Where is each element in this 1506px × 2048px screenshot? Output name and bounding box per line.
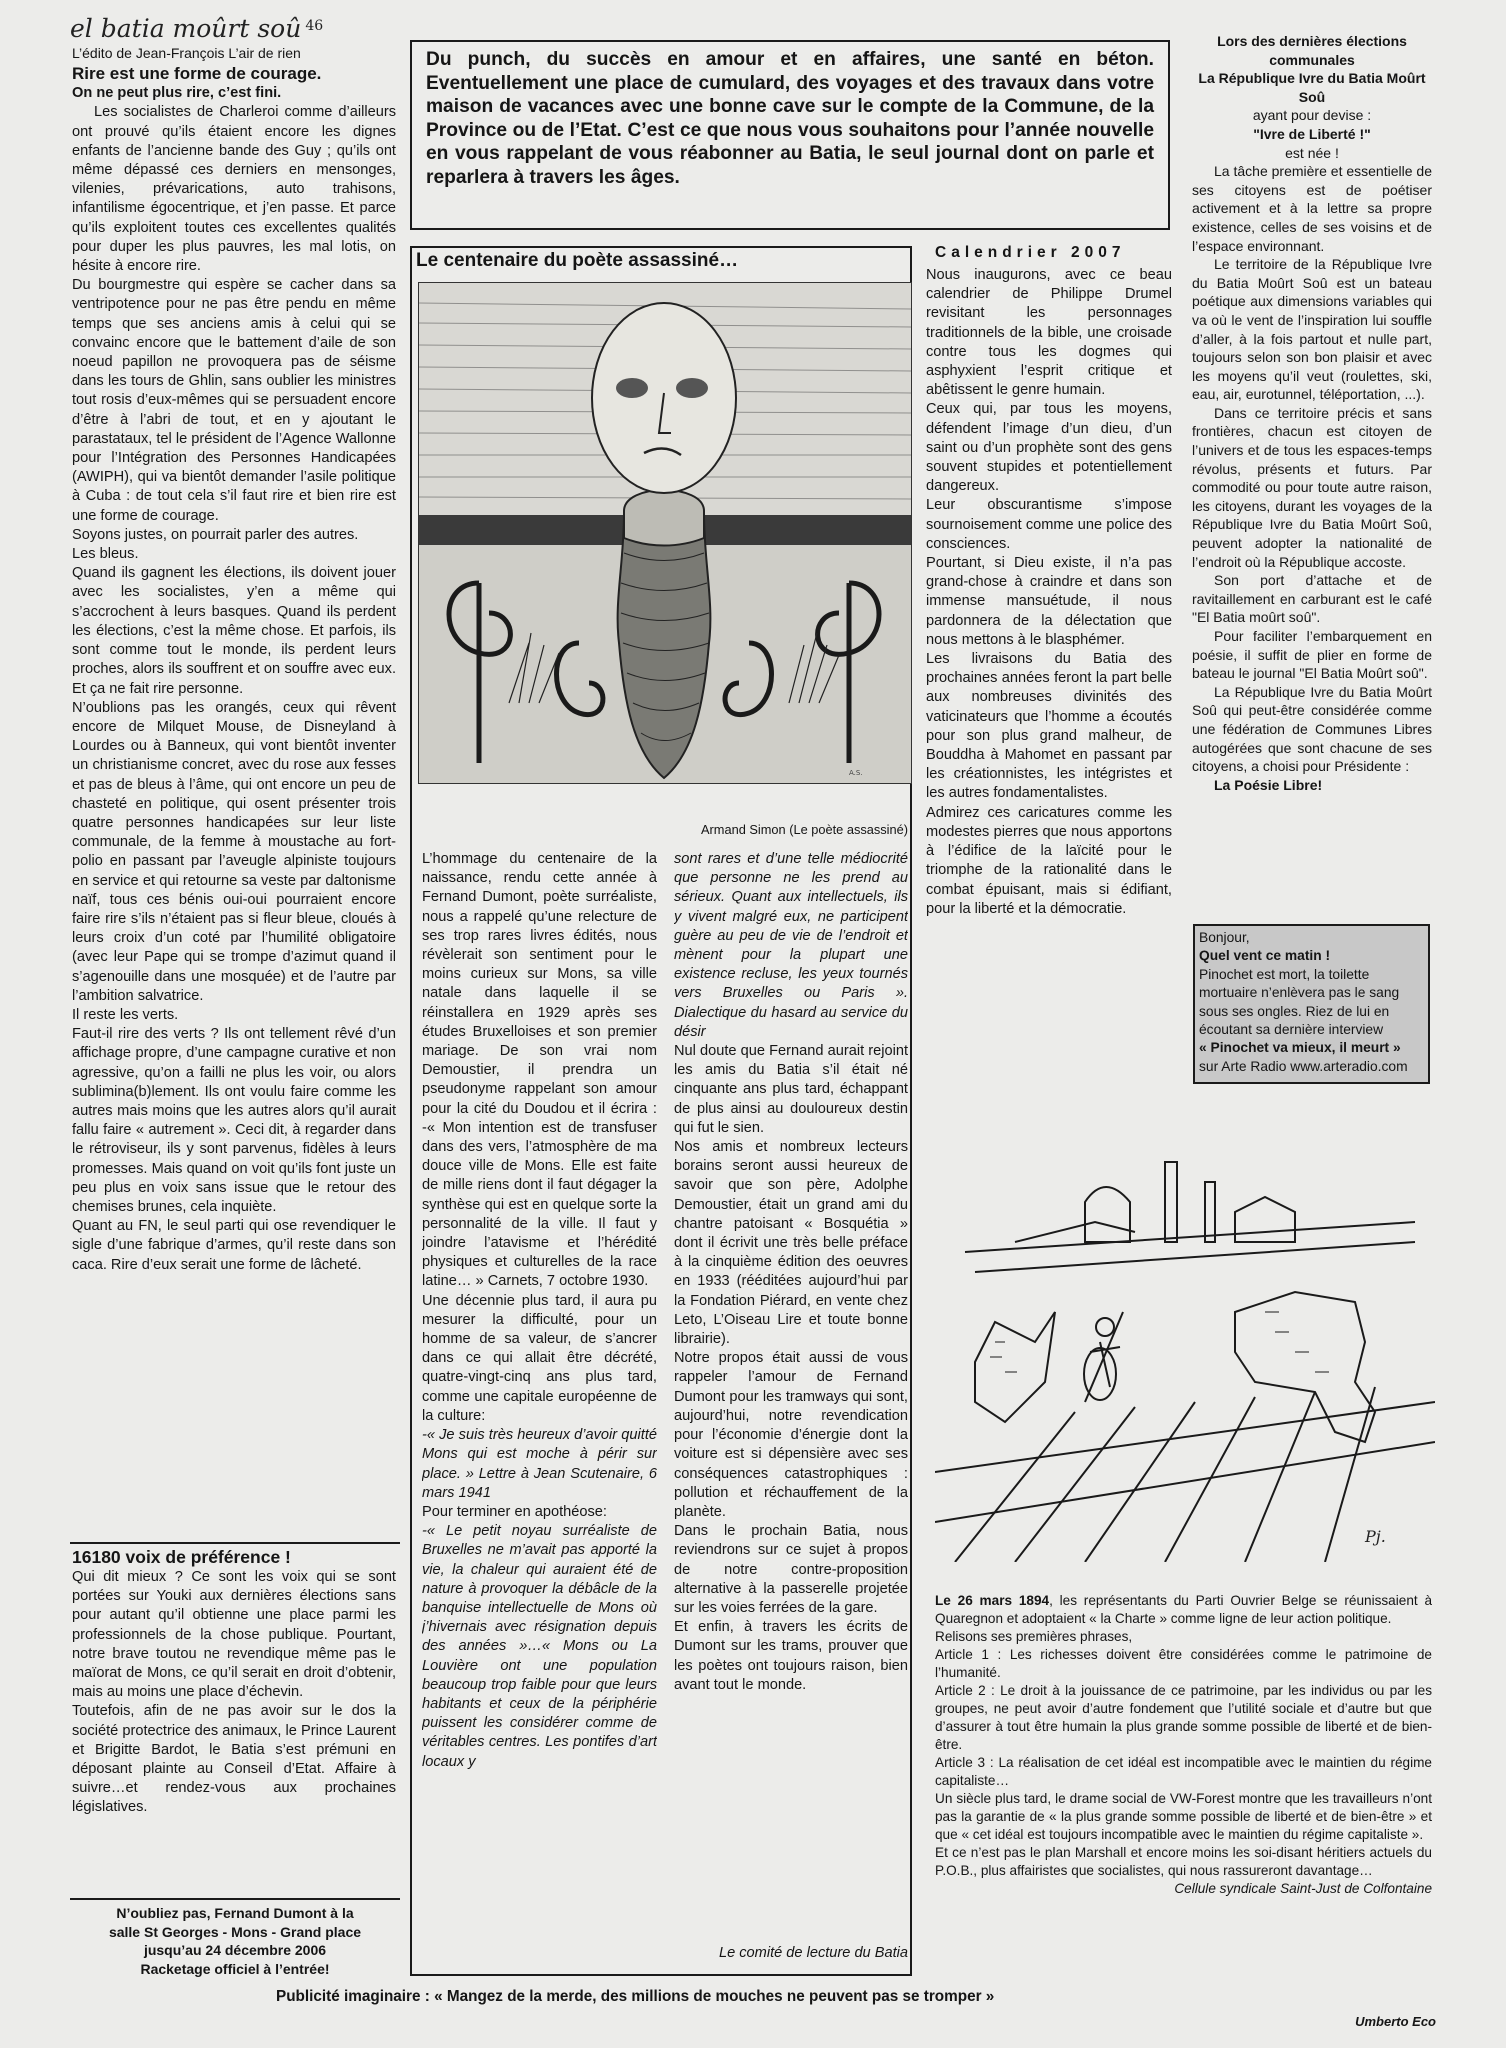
editorial-headline: Rire est une forme de courage.	[72, 64, 322, 84]
article-paragraph: L’hommage du centenaire de la naissance, rendu cette année à Fernand Dumont, poète surréaliste, nous a rappelé qu’une relecture de ses trop rares livres édités, nous révèlerait son sentiment pour le moins curieux sur Mons, sa ville natale dans laquelle il se réinstallera en 1929 après ses études Bruxelloises et son premier mariage. De son vrai nom Demoustier, il prendra un pseudonyme rappelant son amour pour la cité du Doudou et il écrira : -« Mon intention est de transfuser dans des vers, l’atmosphère de ma douce ville de Mons. Elle est faite de mille riens dont il faut dégager la synthèse qui est en quelque sorte la personnalité de la ville. Il faut y joindre l’atavisme et l’hérédité physiques et culturelles de la race latine… » Carnets, 7 octobre 1930.	[422, 851, 657, 1290]
pinochet-box	[1193, 924, 1430, 1084]
notice-line: jusqu’au 24 décembre 2006	[143, 1942, 327, 1958]
youki-paragraph: Qui dit mieux ? Ce sont les voix qui se sont portées sur Youki aux dernières élections sans pour autant qu’il obtienne une place parmi les professionnels de la chose publique. Pourtant, notre brave toutou ne revendique même pas le maïorat de Mons, ce qu’il serait en droit d’obtenir, mais au moins une place d’échevin.	[72, 1569, 396, 1701]
republic-paragraph: Son port d’attache et de ravitaillement en carburant est le café "El Batia moûrt soû".	[1192, 572, 1432, 626]
article-paragraph: Nul doute que Fernand aurait rejoint les amis du Batia s’il était né cinquante ans plus tard, échappant de plus ainsi au douloureux destin qui fut le sien.	[674, 1043, 908, 1136]
box-greeting: Bonjour,	[1199, 930, 1250, 945]
republic-head: La République Ivre du Batia Moûrt Soû	[1198, 70, 1426, 105]
republic-head: est née !	[1285, 144, 1339, 161]
republic-paragraph: Dans ce territoire précis et sans frontières, chacun est citoyen de l’univers et de tous les espaces-temps révolus, présents et futurs. Par commodité ou pour toute autre raison, les citoyens, durant les voyages de la République Ivre du Batia Moûrt Soû, peuvent adopter la nationalité de l’endroit où la République accoste.	[1192, 404, 1432, 570]
youki-column	[72, 1546, 396, 1902]
republic-president: La Poésie Libre!	[1214, 776, 1323, 793]
pob-date: Le 26 mars 1894	[935, 1593, 1050, 1608]
republic-head: "Ivre de Liberté !"	[1253, 125, 1371, 142]
republic-column	[1192, 32, 1432, 920]
editorial-column	[72, 44, 396, 1534]
pob-lead	[935, 1592, 1432, 1628]
republic-head: ayant pour devise :	[1252, 107, 1372, 124]
calendar-title: Calendrier 2007	[935, 244, 1126, 261]
youki-title: 16180 voix de préférence !	[72, 1547, 291, 1567]
new-year-banner	[410, 40, 1170, 230]
pob-line: Article 2 : Le droit à la jouissance de ce patrimoine, par les individus ou par les groupes, ne peut avoir d’autre fondement que l’utilité sociale et d’autre but que d’assurer à tout être humain la plus grande somme possible de liberté et de bien-être.	[935, 1683, 1432, 1752]
editorial-kicker: L’édito de Jean-François L’air de rien	[72, 45, 301, 61]
ad-author: Umberto Eco	[1355, 2014, 1436, 2029]
svg-text:Pj.: Pj.	[1365, 1527, 1386, 1546]
pob-line: Et ce n’est pas le plan Marshall et encore moins les soi-disant héritiers actuels du P.O.B., plus affairistes que socialistes, qui nous rassureront davantage…	[935, 1845, 1432, 1878]
article-paragraph: Notre propos était aussi de vous rappeler l’amour de Fernand Dumont pour les tramways qui sont, aujourd’hui, notre revendication pour l’économie d’énergie dont la voiture est si dépensière avec ses conséquences catastrophiques : pollution et réchauffement de la planète.	[674, 1350, 908, 1520]
article-column-1	[422, 850, 657, 1932]
editorial-paragraph: Quand ils gagnent les élections, ils doivent jouer avec les socialistes, y’en a même qui s’accrochent à leurs basques. Quand ils perdent les élections, c’est la même chose. Et parfois, ils sont comme tout le monde, ils perdent leurs proches, alors ils souffrent et on souffre avec eux. Et ça ne fait rire personne.	[72, 565, 396, 697]
calendar-paragraph: Leur obscurantisme s’impose sournoisement comme une police des consciences.	[926, 497, 1172, 552]
editorial-paragraph: Soyons justes, on pourrait parler des autres.	[72, 526, 359, 543]
republic-paragraph: La tâche première et essentielle de ses citoyens est de poétiser activement et à la lettre sa propre existence, celles de ses voisins et de l’espace environnant.	[1192, 163, 1432, 254]
youki-paragraph: Toutefois, afin de ne pas avoir sur le dos la société protectrice des animaux, le Prince Laurent et Brigitte Bardot, le Batia s’est prémuni en déposant plainte au Conseil d’Etat. Affaire à suivre…et rendez-vous aux prochaines législatives.	[72, 1703, 396, 1816]
editorial-paragraph: N’oublions pas les orangés, ceux qui rêvent encore de Milquet Mouse, de Disneyland à Lourdes ou à Banneux, qui vont bientôt inventer un christianisme concret, avec du rose aux fesses et pas de bleus à l’âme, qui ont encore un peu de chasteté en politique, qui osent présenter trois quatre personnes handicapées sur leur liste communale, de la femme à moustache au fort-polio en passant par l’aveugle alpiniste toujours en service et qui retourne sa veste par daltonisme naïf, tous ces bénis oui-oui pourraient encore faire rire s’ils n’étaient pas si fleur bleue, cloués à leurs croix d’un coté par l’humilité obligatoire (avec leur Pape qui se trompe d’azimut quand il s’agenouille dans une mosquée) et de l’autre par l’ambition salvatrice.	[72, 699, 396, 1004]
republic-paragraph: Pour faciliter l’embarquement en poésie, il suffit de plier en forme de bateau le journal "El Batia Moûrt soû".	[1192, 628, 1432, 682]
notice-line: salle St Georges - Mons - Grand place	[108, 1923, 362, 1940]
imaginary-ad: Publicité imaginaire : « Mangez de la merde, des millions de mouches ne peuvent pas se tromper »	[276, 1988, 995, 2005]
notice-line: Racketage officiel à l’entrée!	[140, 1960, 330, 1977]
svg-text:A.S.: A.S.	[849, 769, 863, 777]
article-paragraph: -« Je suis très heureux d’avoir quitté Mons qui est moche à périr sur place. » Lettre à Jean Scutenaire, 6 mars 1941	[422, 1427, 657, 1501]
republic-paragraph: Le territoire de la République Ivre du Batia Moûrt Soû est un bateau poétique aux dimensions variables qui va où le vent de l’inspiration lui souffle d’aller, à la fois partout et nulle part, toujours selon son bon plaisir et avec les moyens qu’il veut (roulettes, ski, eau, air, eurotunnel, téléportation, ...).	[1192, 256, 1432, 403]
editorial-paragraph: Les socialistes de Charleroi comme d’ailleurs ont prouvé qu’ils étaient encore les dignes enfants de l’ancienne bande des Guy ; qu’ils ont même dépassé ces derniers en mensonges, vilenies, prévarications, auto trahisons, infantilisme égocentrique, et j’en passe. Et parce qu’ils exploitent toutes ces excellentes qualités pour duper les plus pauvres, les mal lotis, on hésite à encore rire.	[72, 104, 396, 275]
calendar-column	[926, 266, 1172, 1092]
poet-illustration	[418, 282, 912, 784]
pob-line: Article 3 : La réalisation de cet idéal est incompatible avec le maintien du régime capitaliste…	[935, 1755, 1432, 1788]
calendar-paragraph: Admirez ces caricatures comme les modestes pierres que nous apportons à l’édifice de la laïcité pour le triomphe de la rationalité dans le combat épuisant, mais si édifiant, pour la liberté et la démocratie.	[926, 804, 1172, 917]
article-paragraph: Dans le prochain Batia, nous reviendrons sur ce sujet à propos de notre contre-proposition alternative à la passerelle projetée sur les voies ferrées de la gare.	[674, 1523, 908, 1616]
calendar-paragraph: Ceux qui, par tous les moyens, défendent l’image d’un dieu, d’un saint ou d’un prophète sont des gens souvent stupides et potentiellement dangereux.	[926, 401, 1172, 495]
article-signature: Le comité de lecture du Batia	[718, 1945, 908, 1961]
pob-lead-text: , les représentants du Parti Ouvrier Belge se réunissaient à Quaregnon et adoptaient « la Charte » comme ligne de leur action politique.	[935, 1593, 1432, 1626]
article-paragraph: Et enfin, à travers les écrits de Dumont sur les trams, prouver que les poètes ont toujours raison, bien avant tout le monde.	[674, 1619, 908, 1693]
editorial-paragraph: Faut-il rire des verts ? Ils ont tellement rêvé d’un affichage propre, d’une campagne curative et non agressive, qu’on a failli ne plus les voir, ou alors sublimina(b)lement. Ils ont voulu faire comme les autres mais moins que les autres alors qu’il aurait fallu faire « autrement ». Ceci dit, à regarder dans le rétroviseur, ils y sont parvenus, fidèles à leurs promesses. Mais quand on voit qu’ils font juste un peu plus en voix sans issue que le retour des chemises brunes, cela inquiète.	[72, 1026, 396, 1215]
box-link: sur Arte Radio www.arteradio.com	[1199, 1058, 1408, 1074]
masthead	[70, 14, 324, 43]
pob-line: Relisons ses premières phrases,	[935, 1629, 1133, 1644]
page-number: 46	[305, 18, 324, 34]
article-paragraph: -« Le petit noyau surréaliste de Bruxelles ne m’avait pas apporté la vie, la chaleur qui auraient été de nature à provoquer la débâcle de la banquise intellectuelle de Mons où j’hivernais avec résignation depuis des années »…« Mons ou La Louvière ont une population beaucoup trop faible pour que leurs habitants et ceux de la périphérie puissent les considérer comme de véritables centres. Les pontifes d’art locaux y	[422, 1523, 657, 1770]
editorial-paragraph: Les bleus.	[72, 546, 139, 563]
box-exclaim: Quel vent ce matin !	[1199, 948, 1331, 964]
notice-line: N’oubliez pas, Fernand Dumont à la	[116, 1905, 354, 1921]
article-paragraph: Nos amis et nombreux lecteurs borains seront aussi heureux de savoir que son père, Adolphe Demoustier, était un grand ami du chantre patoisant « Bosquétia » dont il écrivit une très belle préface à la cinquième édition des oeuvres en 1933 (rééditées aujourd’hui par la Fondation Piérard, en vente chez Leto, L’Oiseau Lire et toute bonne librairie).	[674, 1139, 908, 1348]
pob-signature: Cellule syndicale Saint-Just de Colfontaine	[1174, 1881, 1432, 1896]
banner-text: Du punch, du succès en amour et en affaires, une santé en béton. Eventuellement une place de cumulard, des voyages et des travaux dans votre maison de vacances avec une bonne cave sur le compte de la Commune, de la Province ou de l’Etat. C’est ce que nous vous souhaitons pour l’année nouvelle en vous rappelant de vous réabonner au Batia, le seul journal dont on parle et reparlera à travers les âges.	[426, 49, 1154, 188]
pob-column	[935, 1592, 1432, 1972]
calendar-paragraph: Nous inaugurons, avec ce beau calendrier de Philippe Drumel revisitant les personnages traditionnels de la bible, une croisade contre tous les dogmes qui asphyxient l’esprit critique et abêtissent le genre humain.	[926, 267, 1172, 399]
dumont-notice	[70, 1898, 400, 1980]
republic-head: Lors des dernières élections communales	[1217, 33, 1407, 68]
editorial-paragraph: Quant au FN, le seul parti qui ose revendiquer le sigle d’une fabrique d’armes, qu’il reste dans son caca. Rire d’eux serait une forme de lâcheté.	[72, 1218, 396, 1273]
pob-line: Article 1 : Les richesses doivent être considérées comme le patrimoine de l’humanité.	[935, 1647, 1432, 1680]
calendar-paragraph: Pourtant, si Dieu existe, il n’a pas grand-chose à craindre et dans son immense mansuétude, il nous pardonnera de la délectation que nous mettons à le blasphémer.	[926, 555, 1172, 648]
republic-paragraph: La République Ivre du Batia Moûrt Soû qui peut-être considérée comme une fédération de Communes Libres autogérées que sont chacune de ses citoyens, a choisi pour Présidente :	[1192, 683, 1432, 775]
editorial-paragraph: Du bourgmestre qui espère se cacher dans sa ventripotence pour ne pas être pendu en même temps que ses anciens amis à celui qui se convainc encore que le battement d’aile de son noeud papillon ne provoquera pas de séisme dans les tours de Ghlin, sans oublier les ministres tout rosis d’eux-mêmes qui se persuadent encore d’être à l’abri de tout, et en y ajoutant le parastataux, tel le président de l’Agence Wallonne pour l’Intégration des Personnes Handicapées (AWIPH), qui va bientôt demander l’asile politique à Cuba : de tout cela s’il faut rire et bien rire est une forme de courage.	[72, 277, 396, 524]
article-title: Le centenaire du poète assassiné…	[416, 250, 739, 271]
article-paragraph: Pour terminer en apothéose:	[422, 1503, 607, 1520]
pob-line: Un siècle plus tard, le drame social de VW-Forest montre que les travailleurs n’ont pas la garantie de « la plus grande somme possible de liberté et de bien-être » et que « cet idéal est toujours incompatible avec le maintien du régime capitaliste ».	[935, 1791, 1432, 1842]
illustration-caption: Armand Simon (Le poète assassiné)	[701, 822, 908, 837]
masthead-title: el batia moûrt soû	[70, 14, 302, 43]
editorial-subhead: On ne peut plus rire, c’est fini.	[72, 85, 282, 102]
article-paragraph: Une décennie plus tard, il aura pu mesurer la difficulté, pour un homme de sa valeur, de s’ancrer dans ce qui allait être décrété, quatre-vingt-cinq ans plus tard, comme une capitale européenne de la culture:	[422, 1292, 657, 1424]
calendar-paragraph: Les livraisons du Batia des prochaines années feront la part belle aux nombreuses divinités des vaticinateurs que l’homme a écoutés pour son plus grand malheur, de Bouddha à Mahomet en passant par les créationnistes, les intégristes et les autres fondamentalistes.	[926, 651, 1172, 802]
article-paragraph: sont rares et d’une telle médiocrité que personne ne les prend au sérieux. Quant aux intellectuels, ils y vivent malgré eux, ne participent guère au peu de vie de l’endroit et mènent pour la plupart une existence recluse, les yeux tournés vers Bruxelles ou Paris ». Dialectique du hasard au service du désir	[674, 851, 908, 1040]
article-column-2	[674, 850, 908, 1932]
editorial-paragraph: Il reste les verts.	[72, 1006, 179, 1023]
box-quote: « Pinochet va mieux, il meurt »	[1199, 1040, 1401, 1056]
box-text: Pinochet est mort, la toilette mortuaire n’enlèvera pas le sang sous ses ongles. Riez de lui en écoutant sa dernière interview	[1199, 966, 1400, 1038]
cello-cartoon	[935, 1142, 1435, 1562]
